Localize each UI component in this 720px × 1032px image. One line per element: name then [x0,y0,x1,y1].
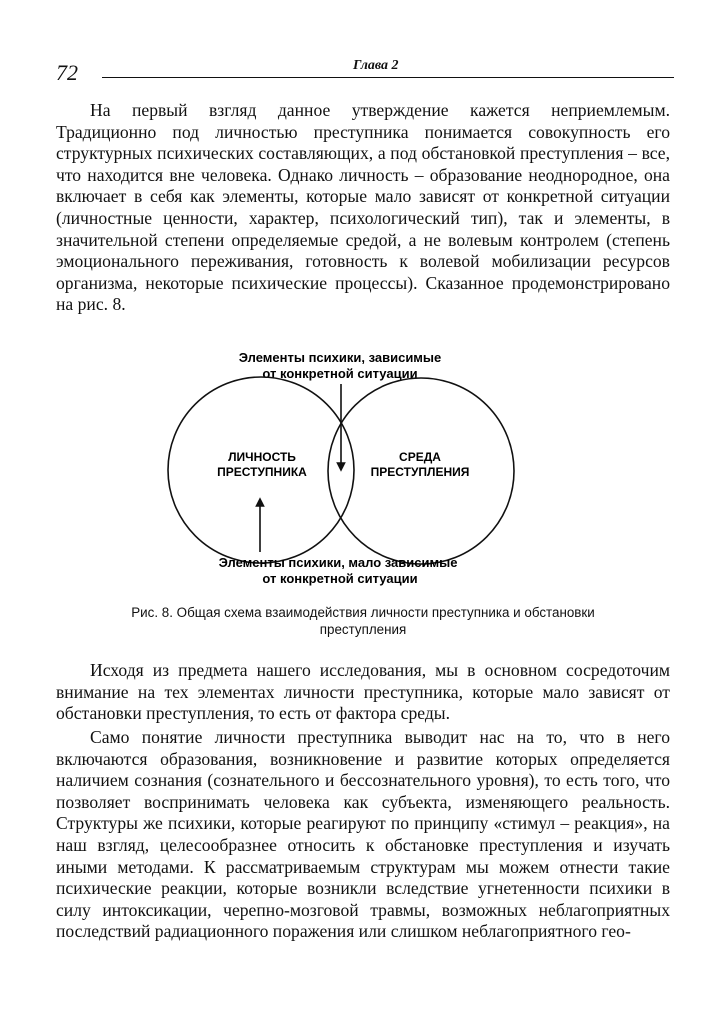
bottom-label-line2: от конкретной ситуации [262,571,418,586]
left-circle-label-line2: ПРЕСТУПНИКА [217,465,307,479]
right-circle-label-line2: ПРЕСТУПЛЕНИЯ [370,465,470,479]
figure-venn-diagram [150,340,570,590]
left-circle-label-line1: ЛИЧНОСТЬ [228,450,296,464]
top-label-line1: Элементы психики, зависимые [238,350,442,365]
chapter-title: Глава 2 [353,58,399,73]
header-rule [102,77,674,78]
venn-svg [150,340,570,590]
caption-line2: преступления [319,622,407,637]
paragraph-concept: Само понятие личности преступника выводит нас на то, что в него включаются образования, возникновение и развитие которых определяется наличием сознания (сознательного и бессознательного уровня), то есть того, что позволяет воспринимать человека как субъекта, изменяющего реальность. Структуры же психики, которые реагируют по принципу «стимул – реакция», на наш взгляд, целесообразнее относить к обстановке преступления и изучать иными методами. К рассматриваемым структурам мы можем отнести такие психические реакции, которые возникли вследствие угнетенности психики в силу интоксикации, черепно-мозговой травмы, возможных неблагоприятных последствий радиационного поражения или слишком неблагоприятного гео- [56,727,670,942]
right-circle-label-line1: СРЕДА [399,450,441,464]
bottom-label-line1: Элементы психики, мало зависимые [218,555,458,570]
caption-line1: Рис. 8. Общая схема взаимодействия личности преступника и обстановки [131,605,595,620]
top-label-line2: от конкретной ситуации [262,366,418,381]
paragraph-focus: Исходя из предмета нашего исследования, мы в основном сосредоточим внимание на тех элементах личности преступника, которые мало зависят от обстановки преступления, то есть от фактора среды. [56,660,670,724]
paragraph-intro: На первый взгляд данное утверждение кажется неприемлемым. Традиционно под личностью преступника понимается совокупность его структурных психических составляющих, а под обстановкой преступления – все, что находится вне человека. Однако личность – образование неоднородное, она включает в себя как элементы, которые мало зависят от конкретной ситуации (личностные ценности, характер, психологический тип), так и элементы, в значительной степени определяемые средой, а не волевым контролем (степень эмоционального переживания, готовность к волевой мобилизации ресурсов организма, некоторые психические процессы). Сказанное продемонстрировано на рис. 8. [56,100,670,315]
page-number: 72 [56,60,78,85]
figure-caption [56,604,670,638]
page-header [48,52,674,92]
